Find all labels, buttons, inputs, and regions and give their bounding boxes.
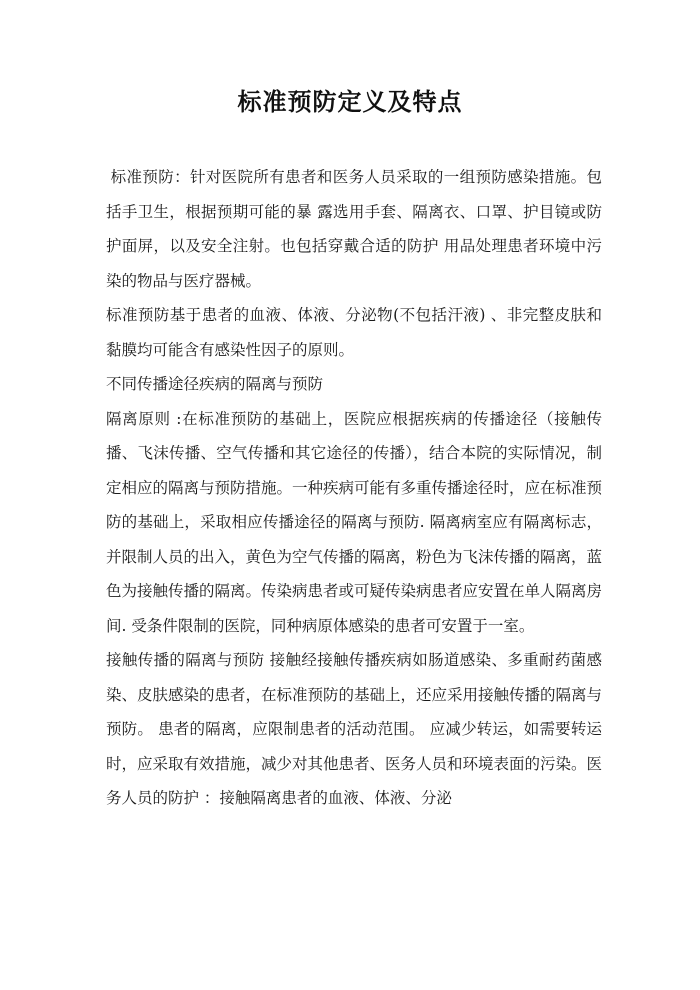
paragraph-isolation-principle: 隔离原则 :在标准预防的基础上，医院应根据疾病的传播途径（接触传播、飞沫传播、空气传播和其它途径的传播），结合本院的实际情况，制定相应的隔离与预防措施。一种疾病可能有多重传播途径时，应在标准预防的基础上，采取相应传播途径的隔离与预防. 隔离病室应有隔离标志，并限制人员的出入，黄色为空气传播的隔离，粉色为飞沫传播的隔离，蓝色为接触传播的隔离。传染病患者或可疑传染病患者应安置在单人隔离房间. 受条件限制的医院，同种病原体感染的患者可安置于一室。 xyxy=(106,409,603,635)
paragraph-standard-precaution-definition: 标准预防：针对医院所有患者和医务人员采取的一组预防感染措施。包括手卫生，根据预期可能的暴 露选用手套、隔离衣、口罩、护目镜或防护面屏，以及安全注射。也包括穿戴合适的防护 用品处理患者环境中污染的物品与医疗器械。 xyxy=(106,168,602,290)
paragraph-standard-precaution-principle: 标准预防基于患者的血液、体液、分泌物(不包括汗液) 、非完整皮肤和黏膜均可能含有感染性因子的原则。 xyxy=(106,306,602,359)
section-heading-isolation: 不同传播途径疾病的隔离与预防 xyxy=(106,375,324,393)
document-title: 标准预防定义及特点 xyxy=(237,87,463,116)
paragraph-contact-transmission: 接触传播的隔离与预防 接触经接触传播疾病如肠道感染、多重耐药菌感染、皮肤感染的患者，在标准预防的基础上，还应采用接触传播的隔离与预防。 患者的隔离，应限制患者的活动范围。 应减少转运，如需要转运时，应采取有效措施，减少对其他患者、医务人员和环境表面的污染。医务人员的防护 ：接触隔离患者的血液、体液、分泌 xyxy=(106,651,603,807)
document-body xyxy=(106,160,602,816)
